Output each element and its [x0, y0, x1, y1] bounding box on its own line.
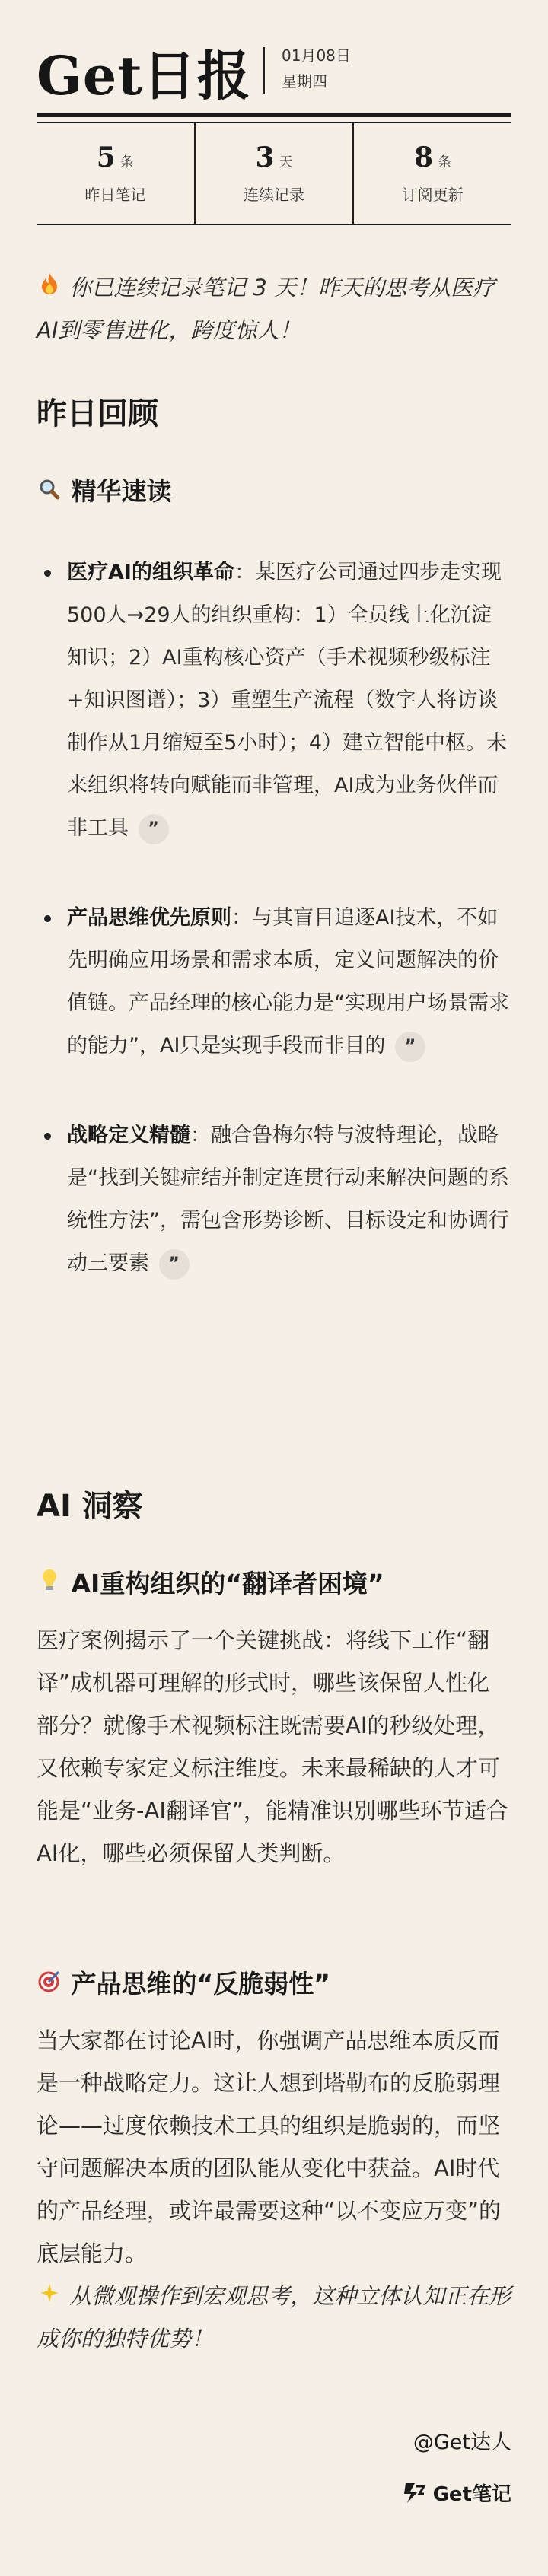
- closing-message: [37, 2275, 511, 2360]
- intro-text: 你已连续记录笔记 3 天！昨天的思考从医疗AI到零售进化，跨度惊人！: [37, 275, 495, 343]
- stat-label: 昨日笔记: [84, 186, 146, 204]
- target-icon: [37, 1969, 62, 1999]
- stat-subscriptions: [352, 123, 511, 224]
- insight-heading: [37, 1564, 384, 1600]
- list-item: [37, 897, 511, 1067]
- item-title: 产品思维优先原则: [67, 906, 231, 930]
- weekday-text: 星期四: [282, 72, 327, 91]
- item-text: ：与其盲目追逐AI技术，不如先明确应用场景和需求本质，定义问题解决的价值链。产品经理的核心能力是“实现用户场景需求的能力”，AI只是实现手段而非目的: [67, 906, 509, 1057]
- masthead-rule: [37, 113, 511, 117]
- stat-streak: [194, 123, 353, 224]
- stat-unit: 天: [279, 154, 293, 170]
- author-signature: @Get达人: [413, 2431, 511, 2454]
- insight-title: AI重构组织的“翻译者困境”: [71, 1569, 384, 1598]
- logo-text: Get笔记: [432, 2483, 511, 2506]
- item-title: 战略定义精髓: [67, 1124, 190, 1147]
- section-insight-title: AI 洞察: [37, 1489, 143, 1524]
- intro-message: [37, 266, 511, 351]
- insight-heading: [37, 1964, 330, 2000]
- item-text: ：某医疗公司通过四步走实现500人→29人的组织重构：1）全员线上化沉淀知识；2）AI重构核心资产（手术视频秒级标注+知识图谱）；3）重塑生产流程（数字人将访谈制作从1月缩短至5小时）；4）建立智能中枢。未来组织将转向赋能而非管理，AI成为业务伙伴而非工具: [67, 561, 508, 840]
- brand-divider: [263, 47, 265, 94]
- stat-notes: [37, 123, 194, 224]
- insight-text: 当大家都在讨论AI时，你强调产品思维本质反而是一种战略定力。这让人想到塔勒布的反脆弱理论——过度依赖技术工具的组织是脆弱的，而坚守问题解决本质的团队能从变化中获益。AI时代的产品经理，或许最需要这种“以不变应万变”的底层能力。: [37, 2027, 502, 2266]
- insight-text: 医疗案例揭示了一个关键挑战：将线下工作“翻译”成机器可理解的形式时，哪些该保留人性化部分？就像手术视频标注既需要AI的秒级处理，又依赖专家定义标注维度。未来最稀缺的人才可能是“业务-AI翻译官”，能精准识别哪些环节适合AI化，哪些必须保留人类判断。: [37, 1627, 508, 1866]
- item-title: 医疗AI的组织革命: [67, 561, 234, 584]
- source-quote-button[interactable]: ”: [139, 814, 169, 844]
- stat-value: 5: [96, 142, 116, 173]
- masthead: [37, 29, 511, 114]
- closing-text: 从微观操作到宏观思考，这种立体认知正在形成你的独特优势！: [37, 2283, 511, 2352]
- stat-value: 3: [255, 142, 275, 173]
- brand-title: Get日报: [37, 44, 251, 107]
- fire-icon: [37, 266, 62, 309]
- stat-unit: 条: [119, 154, 134, 170]
- get-logo-icon: [401, 2480, 427, 2506]
- lightbulb-icon: [37, 1568, 62, 1598]
- list-item: [37, 1115, 511, 1285]
- stat-value: 8: [414, 142, 434, 173]
- source-quote-button[interactable]: ”: [159, 1249, 190, 1280]
- sparkle-icon: [37, 2275, 62, 2317]
- stat-label: 连续记录: [244, 186, 304, 204]
- date-text: 01月08日: [282, 46, 351, 65]
- magnifier-icon: [37, 476, 62, 506]
- digest-heading: [37, 472, 172, 507]
- digest-list: [37, 552, 511, 1332]
- footer-logo: [401, 2479, 511, 2507]
- list-item: [37, 552, 511, 850]
- item-text: ：融合鲁梅尔特与波特理论，战略是“找到关键症结并制定连贯行动来解决问题的系统性方法”，需包含形势诊断、目标设定和协调行动三要素: [67, 1124, 509, 1275]
- stat-unit: 条: [438, 154, 452, 170]
- source-quote-button[interactable]: ”: [395, 1032, 425, 1062]
- stat-label: 订阅更新: [402, 186, 464, 204]
- section-review-title: 昨日回顾: [37, 396, 158, 431]
- insight-title: 产品思维的“反脆弱性”: [71, 1969, 330, 1999]
- date-box: [282, 43, 351, 94]
- stats-bar: [37, 123, 511, 225]
- digest-title: 精华速读: [71, 476, 172, 506]
